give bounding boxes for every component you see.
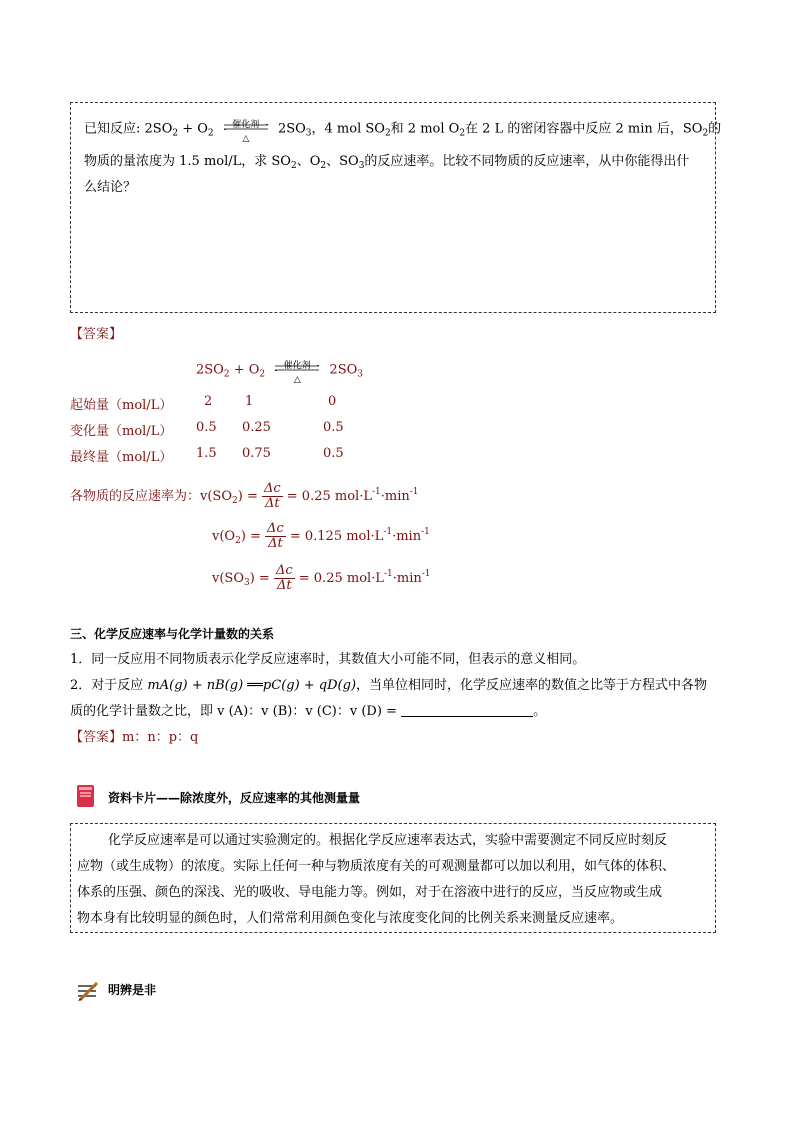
section-item-2-line2: 质的化学计量数之比，即 v (A)：v (B)：v (C)：v (D) = 。 [70,704,547,719]
question-line-2: 物质的量浓度为 1.5 mol/L，求 $SO_2$、$O_2$、$SO_3$的反应速率。比较不同物质的反应速率，从中你能得出什 [84,154,690,171]
section-title: 三、化学反应速率与化学计量数的关系 [70,627,275,641]
card-line: 应物（或生成物）的浓度。实际上任何一种与物质浓度有关的可观测量都可以加以利用，如气体的体积、 [77,859,676,874]
judge-title: 明辨是非 [108,983,157,997]
rate-so3: $v(SO_3)$ = $\frac{\Delta c}{\Delta t}$ = 0.25 $mol\cdot L^{-1}\cdot\min^{-1}$ [212,563,431,593]
rate-o2: $v(O_2)$ = $\frac{\Delta c}{\Delta t}$ = 0.125 $mol\cdot L^{-1}\cdot\min^{-1}$ [212,521,430,551]
reaction-arrow: 催化剂 △ [273,360,321,380]
book-icon [76,784,96,808]
section-item-1: 1．同一反应用不同物质表示化学反应速率时，其数值大小可能不同，但表示的意义相同。 [70,652,586,667]
card-line: 体系的压强、颜色的深浅、光的吸收、导电能力等。例如，对于在溶液中进行的反应，当反应物或生成 [77,885,663,900]
card-line: 物本身有比较明显的颜色时，人们常常利用颜色变化与浓度变化间的比例关系来测量反应速率。 [77,911,624,926]
reaction-arrow: 催化剂 △ [222,119,270,139]
card-title: 资料卡片——除浓度外，反应速率的其他测量量 [108,791,361,805]
card-line: 化学反应速率是可以通过实验测定的。根据化学反应速率表达式，实验中需要测定不同反应时刻反 [108,833,668,848]
rate-so2: 各物质的反应速率为：$v(SO_2)$ = $\frac{\Delta c}{\Delta t}$ = 0.25 $mol\cdot L^{-1}\cdot\min^{-1}$ [70,481,419,511]
section-answer: 【答案】m：n：p：q [70,730,199,745]
question-line-3: 么结论？ [84,180,137,195]
question-line-1: 已知反应: $2SO_2 + O_2$ 催化剂 △ $2SO_3$，4 mol $SO_2$和 2 mol $O_2$在 2 L 的密闭容器中反应 2 min 后，$SO_2$的 [84,120,722,144]
section-item-2: 2．对于反应 mA(g) + nB(g) ══pC(g) + qD(g)，当单位相同时，化学反应速率的数值之比等于方程式中各物 [70,678,708,693]
answer-blank[interactable] [401,702,533,717]
answer-equation: $2SO_2 + O_2$ 催化剂 △ $2SO_3$ [196,361,363,385]
pencil-icon [76,980,100,1002]
answer-label: 【答案】 [70,327,123,342]
